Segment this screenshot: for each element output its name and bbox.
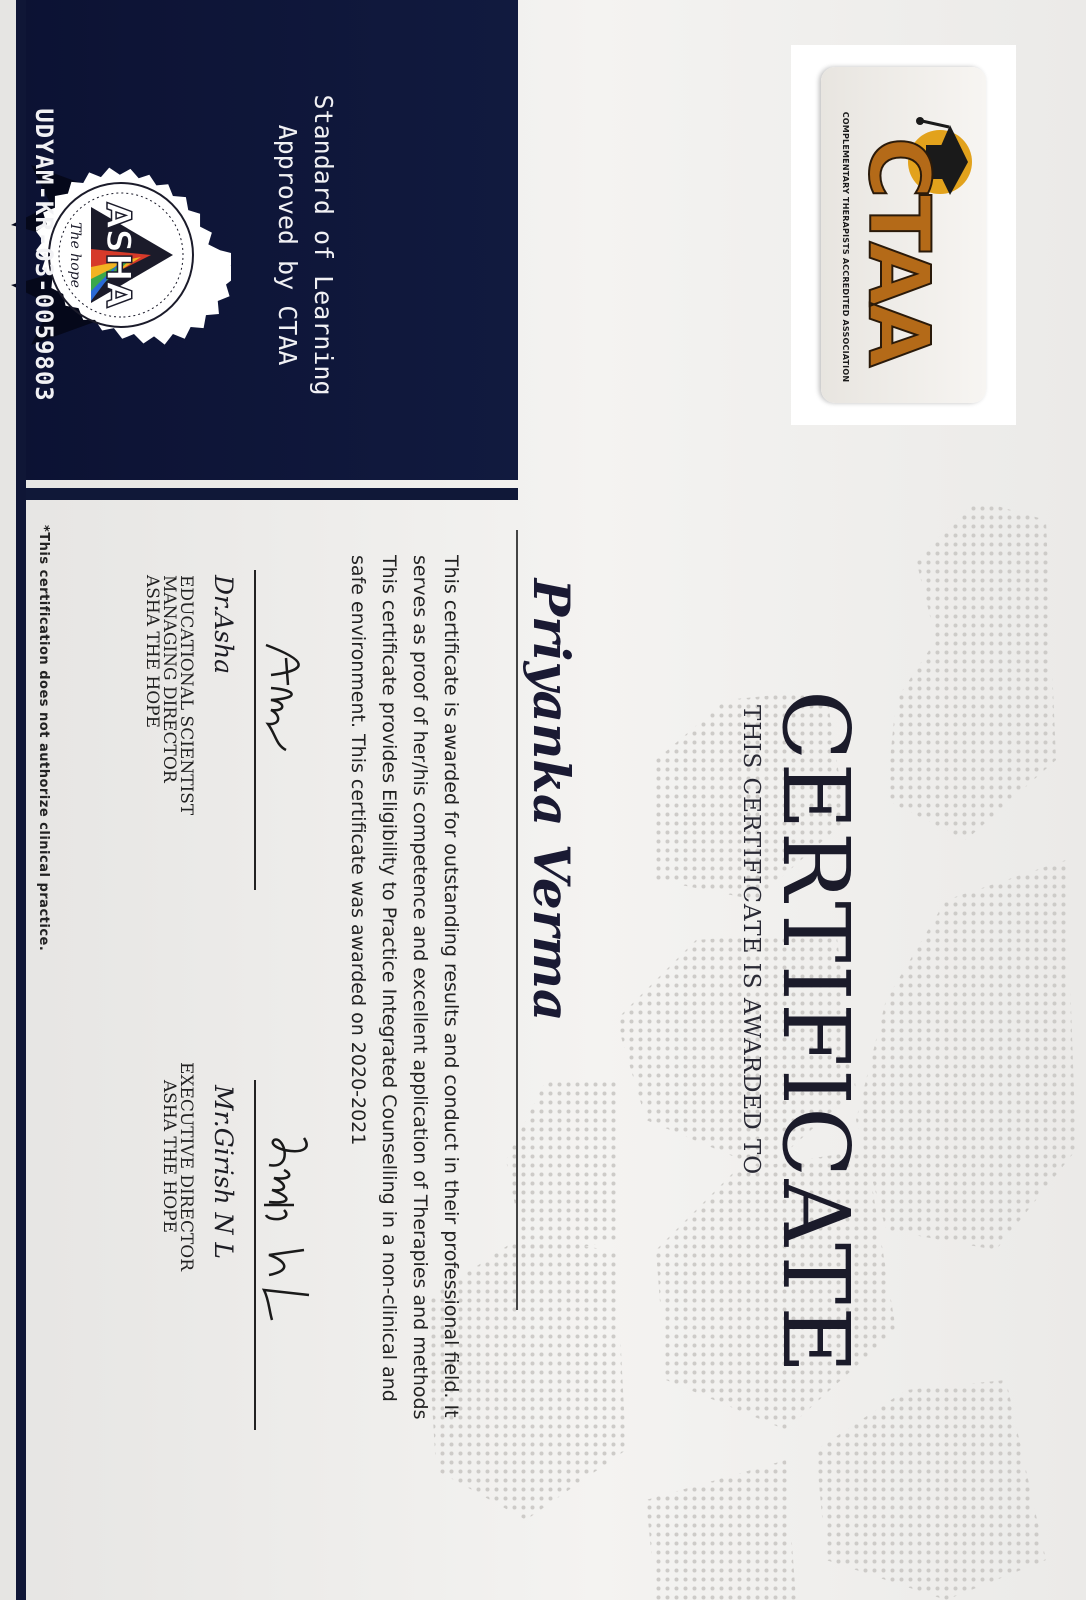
certificate-body-text: This certificate is awarded for outstanding results and conduct in their professional field. It serves as proof of her/his competence and excellent application of Therapies and methods This certificate provides Eligibility to Practice Integrated Counselling in a non-clinical and safe environment. This certificate was awarded on 2020-2021 (347, 555, 462, 1420)
signatory-role-right-1: EXECUTIVE DIRECTOR (176, 1062, 196, 1272)
clinical-practice-disclaimer: *This certification does not authorize clinical practice. (36, 525, 51, 952)
udyam-registration-number: UDYAM-KR-03-0059803 (30, 108, 58, 402)
signature-line-right (254, 1080, 256, 1430)
ctaa-full-name: COMPLEMENTARY THERAPISTS ACCREDITED ASSOCIATION (841, 111, 850, 383)
signature-line-left (254, 570, 256, 890)
standard-line-1: Standard of Learning (309, 94, 338, 396)
asha-seal-tagline: The hope (67, 222, 83, 288)
signatory-role-left-2: MANAGING DIRECTOR (159, 575, 179, 783)
standard-line-2: Approved by CTAA (273, 124, 302, 366)
signature-girish (254, 1130, 324, 1330)
recipient-underline (516, 530, 518, 1310)
signature-asha (256, 640, 316, 760)
standard-of-learning-text (269, 55, 341, 435)
recipient-name: Priyanka Verma (522, 578, 581, 1022)
navy-bottom-stripe (16, 0, 26, 1600)
ctaa-logo-panel (791, 45, 1016, 425)
signatory-role-left-1: EDUCATIONAL SCIENTIST (176, 575, 196, 816)
certificate-subtitle: THIS CERTIFICATE IS AWARDED TO (738, 705, 764, 1176)
asha-seal-brand: ASHA (98, 202, 138, 308)
signatory-role-right-2: ASHA THE HOPE (159, 1080, 179, 1234)
signatory-role-left-3: ASHA THE HOPE (142, 575, 162, 729)
navy-divider-stripe (18, 488, 518, 500)
signatory-name-right: Mr.Girish N L (209, 1085, 238, 1259)
ctaa-logo (821, 67, 986, 403)
signatory-name-left: Dr.Asha (209, 575, 238, 675)
certificate-title: CERTIFICATE (762, 690, 869, 1376)
ctaa-logo-text: CTAA (850, 137, 948, 364)
